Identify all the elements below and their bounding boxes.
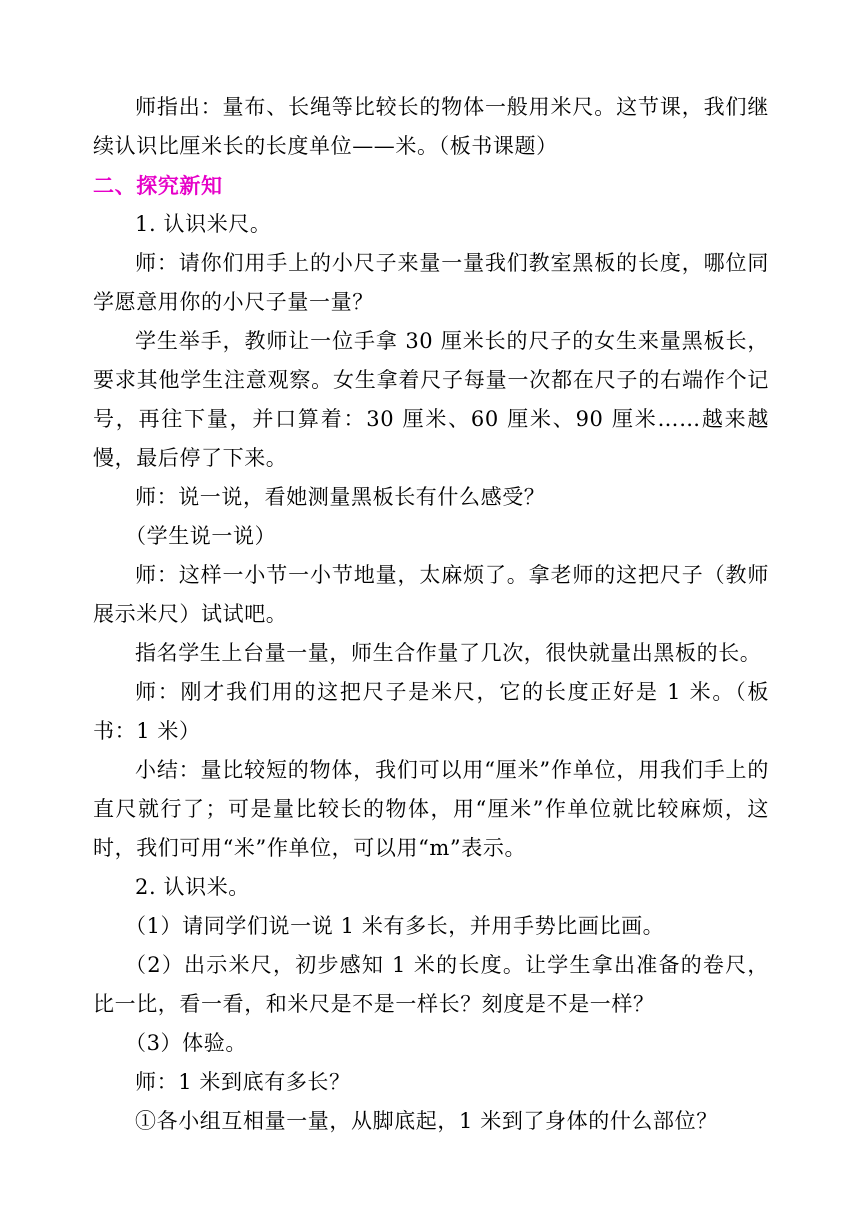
paragraph-teacher-feeling: 师：说一说，看她测量黑板长有什么感受？	[135, 485, 546, 509]
paragraph-item-1: （1）请同学们说一说 1 米有多长，并用手势比画比画。	[125, 914, 665, 938]
paragraph-intro: 师指出：量布、长绳等比较长的物体一般用米尺。这节课，我们继续认识比厘米长的长度单位——米。（板书课题）	[93, 95, 769, 158]
section-heading: 二、探究新知	[93, 173, 223, 198]
paragraph-step-2-title: 2. 认识米。	[135, 875, 250, 899]
document-body	[93, 88, 769, 1141]
paragraph-item-2: （2）出示米尺，初步感知 1 米的长度。让学生拿出准备的卷尺，比一比，看一看，和米尺是不是一样长？刻度是不是一样？	[93, 953, 769, 1016]
paragraph-teacher-how-long: 师：1 米到底有多长？	[135, 1070, 351, 1094]
paragraph-teacher-meter: 师：刚才我们用的这把尺子是米尺，它的长度正好是 1 米。（板书：1 米）	[93, 680, 769, 743]
paragraph-teacher-ruler: 师：这样一小节一小节地量，太麻烦了。拿老师的这把尺子（教师展示米尺）试试吧。	[93, 563, 769, 626]
paragraph-teacher-question: 师：请你们用手上的小尺子来量一量我们教室黑板的长度，哪位同学愿意用你的小尺子量一量？	[93, 251, 769, 314]
paragraph-student-measure: 学生举手，教师让一位手拿 30 厘米长的尺子的女生来量黑板长，要求其他学生注意观察。女生拿着尺子每量一次都在尺子的右端作个记号，再往下量，并口算着：30 厘米、60 厘米、90 厘米……越来越慢，最后停了下来。	[93, 329, 769, 470]
paragraph-students-say: （学生说一说）	[125, 524, 277, 548]
paragraph-cooperate: 指名学生上台量一量，师生合作量了几次，很快就量出黑板的长。	[135, 641, 762, 665]
paragraph-group-measure: ①各小组互相量一量，从脚底起，1 米到了身体的什么部位？	[135, 1109, 718, 1133]
paragraph-step-1-title: 1. 认识米尺。	[135, 212, 272, 236]
paragraph-item-3: （3）体验。	[125, 1031, 247, 1055]
paragraph-summary: 小结：量比较短的物体，我们可以用“厘米”作单位，用我们手上的直尺就行了；可是量比较长的物体，用“厘米”作单位就比较麻烦，这时，我们可用“米”作单位，可以用“m”表示。	[93, 758, 769, 860]
